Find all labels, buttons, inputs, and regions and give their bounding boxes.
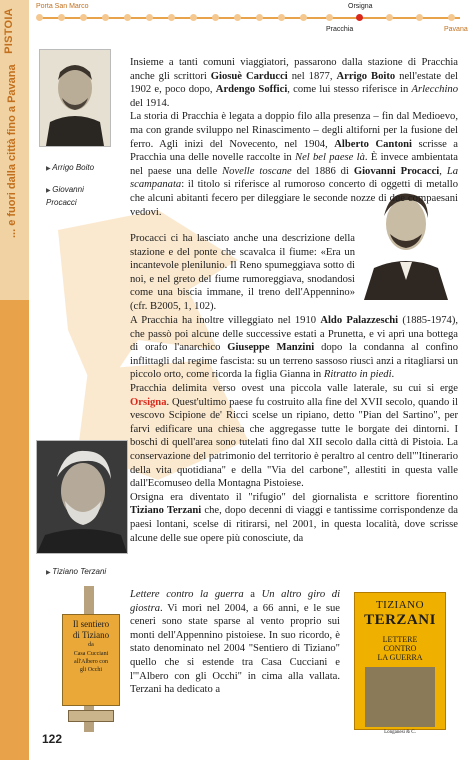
caption-procacci: ▶ Giovanni Procacci xyxy=(46,184,106,208)
route-start: Porta San Marco xyxy=(36,3,89,10)
book-publisher: Longanesi & C. xyxy=(384,730,416,735)
book-cover xyxy=(354,592,446,735)
paragraph-2b: Procacci ci ha lasciato anche una descrizione della stazione e del ponte che scavalca il fiume: «Era un incantevole plenilunio. Il Reno spumeggiava sotto di noi, e nel greto del fiume rumoreggiava, snodandosi come una biscia immane, il treno dell'Appennino» (cfr. B2005, 1, 102). xyxy=(130,233,355,312)
route-end: Pavana xyxy=(444,26,468,33)
sign-arrow xyxy=(68,710,114,722)
book-title-2: CONTRO xyxy=(383,644,417,653)
route-stop xyxy=(278,14,285,21)
page-number: 122 xyxy=(42,732,63,746)
portrait-terzani xyxy=(36,440,128,554)
route-stop xyxy=(256,14,263,21)
route-stop xyxy=(234,14,241,21)
route-stop-active xyxy=(356,14,363,21)
route-stop xyxy=(168,14,175,21)
caption-boito: ▶ Arrigo Boito xyxy=(46,162,94,175)
route-stop xyxy=(386,14,393,21)
paragraph-4: Pracchia delimita verso ovest una piccola valle laterale, su cui si erge Orsigna. Quest'ultimo paese fu costruito alla fine del XVII secolo, quando il vescovo Scipione de' Ricci scelse un ripiano, detto "Pian del Sartino", per farvi edificare una chiesa che aggregasse tutte le borgate dei dintorni. I boschi di quell'area sono tutelati fino dal XII secolo dalla città di Pistoia. La conservazione del patrimonio del territorio è peraltro al centro dell'"Itinerario della vita quotidiana" e della "Via del carbone", allestiti in questa valle dall'Ecomuseo della Montagna Pistoiese. xyxy=(130,382,458,490)
route-stop xyxy=(190,14,197,21)
body-text-bottom xyxy=(130,588,340,697)
route-stop xyxy=(300,14,307,21)
body-text-top xyxy=(130,56,458,219)
sign-line-4: Casa Cucciani xyxy=(73,651,109,657)
route-active: Orsigna xyxy=(348,3,373,10)
paragraph-1: Insieme a tanti comuni viaggiatori, passarono dalla stazione di Pracchia anche gli scrittori Giosuè Carducci nel 1877, Arrigo Boito nell'estate del 1902 e, poco dopo, Ardengo Soffici, come lui stesso riferisce in Arlecchino del 1914. xyxy=(130,57,458,109)
book-title-3: LA GUERRA xyxy=(377,653,423,662)
route-stop xyxy=(326,14,333,21)
route-stop xyxy=(124,14,131,21)
paragraph-5a: Orsigna era diventato il "rifugio" del giornalista e scrittore fiorentino Tiziano Terzani che, dopo decenni di viaggi e tantissime corrispondenze da paesi lontani, scelse di ritirarsi, nel 2001, in questa località, dove scrisse alcune delle sue opere più conosciute, da xyxy=(130,491,458,544)
paragraph-2: La storia di Pracchia è legata a doppio filo alla presenza – fin dal Medioevo, ma con grande sviluppo nel Rinascimento – degli altiforni per la fusione del ferro. Agli inizi del Novecento, nel 1904, Alberto Cantoni scrisse a Pracchia una delle novelle raccolte in Nel bel paese là. È invece ambientata nel paese una delle Novelle toscane del 1886 di Giovanni Procacci, La scampanata: il titolo si riferisce al rumoroso concerto di oggetti di metallo che alcuni abitanti fecero per dileggiare le seconde nozze di due compaesani vedovi. xyxy=(130,111,459,218)
trail-sign xyxy=(60,586,120,732)
sign-line-5: all'Albero con xyxy=(74,659,108,665)
route-stop xyxy=(212,14,219,21)
book-cover-photo xyxy=(365,667,435,727)
route-stop xyxy=(448,14,455,21)
sign-line-3: da xyxy=(88,642,94,648)
chapter-title: ... e fuori dalla città fino a Pavana xyxy=(6,64,18,238)
caption-terzani: ▶ Tiziano Terzani xyxy=(46,566,106,579)
book-author-last: TERZANI xyxy=(364,612,436,628)
route-stop xyxy=(102,14,109,21)
sign-line-1: Il sentiero xyxy=(72,619,110,629)
portrait-boito xyxy=(39,49,111,147)
sign-board xyxy=(62,614,120,706)
body-text-middle xyxy=(130,314,458,545)
route-stop xyxy=(146,14,153,21)
route-stop xyxy=(58,14,65,21)
route-bar xyxy=(36,0,466,40)
book-author-first: TIZIANO xyxy=(375,599,425,611)
route-stop xyxy=(36,14,43,21)
route-stop xyxy=(416,14,423,21)
paragraph-5b: Lettere contro la guerra a Un altro giro di giostra. Vi morì nel 2004, a 66 anni, e le sue ceneri sono state sparse al vento proprio sui monti dell'Appennino pistoiese. In suo ricordo, è stato denominato nel 2004 "Sentiero di Tiziano" quello che si estende tra Casa Cucciani e l'"Albero con gli Occhi" in cima alla vallata. Terzani ha dedicato a xyxy=(130,589,341,696)
book-title-1: LETTERE xyxy=(382,635,418,644)
paragraph-3: A Pracchia ha inoltre villeggiato nel 1910 Aldo Palazzeschi (1885-1974), che passò poi alcune delle successive estati a Prunetta, e vi aprì una bottega di orafo l'anarchico Giuseppe Manzini dopo la condanna al confino inflittagli dal regime fascista: su un terreno sassoso riuscì anzi a ritagliarsi un piccolo orto, come ricorda la figlia Gianna in Ritratto in piedi. xyxy=(130,315,459,381)
sign-line-6: gli Occhi xyxy=(79,667,103,673)
route-pracchia: Pracchia xyxy=(326,26,354,33)
section-label: PISTOIA xyxy=(3,8,15,54)
route-stop xyxy=(80,14,87,21)
sign-line-2: di Tiziano xyxy=(72,630,110,640)
body-text-procacci xyxy=(130,232,355,314)
